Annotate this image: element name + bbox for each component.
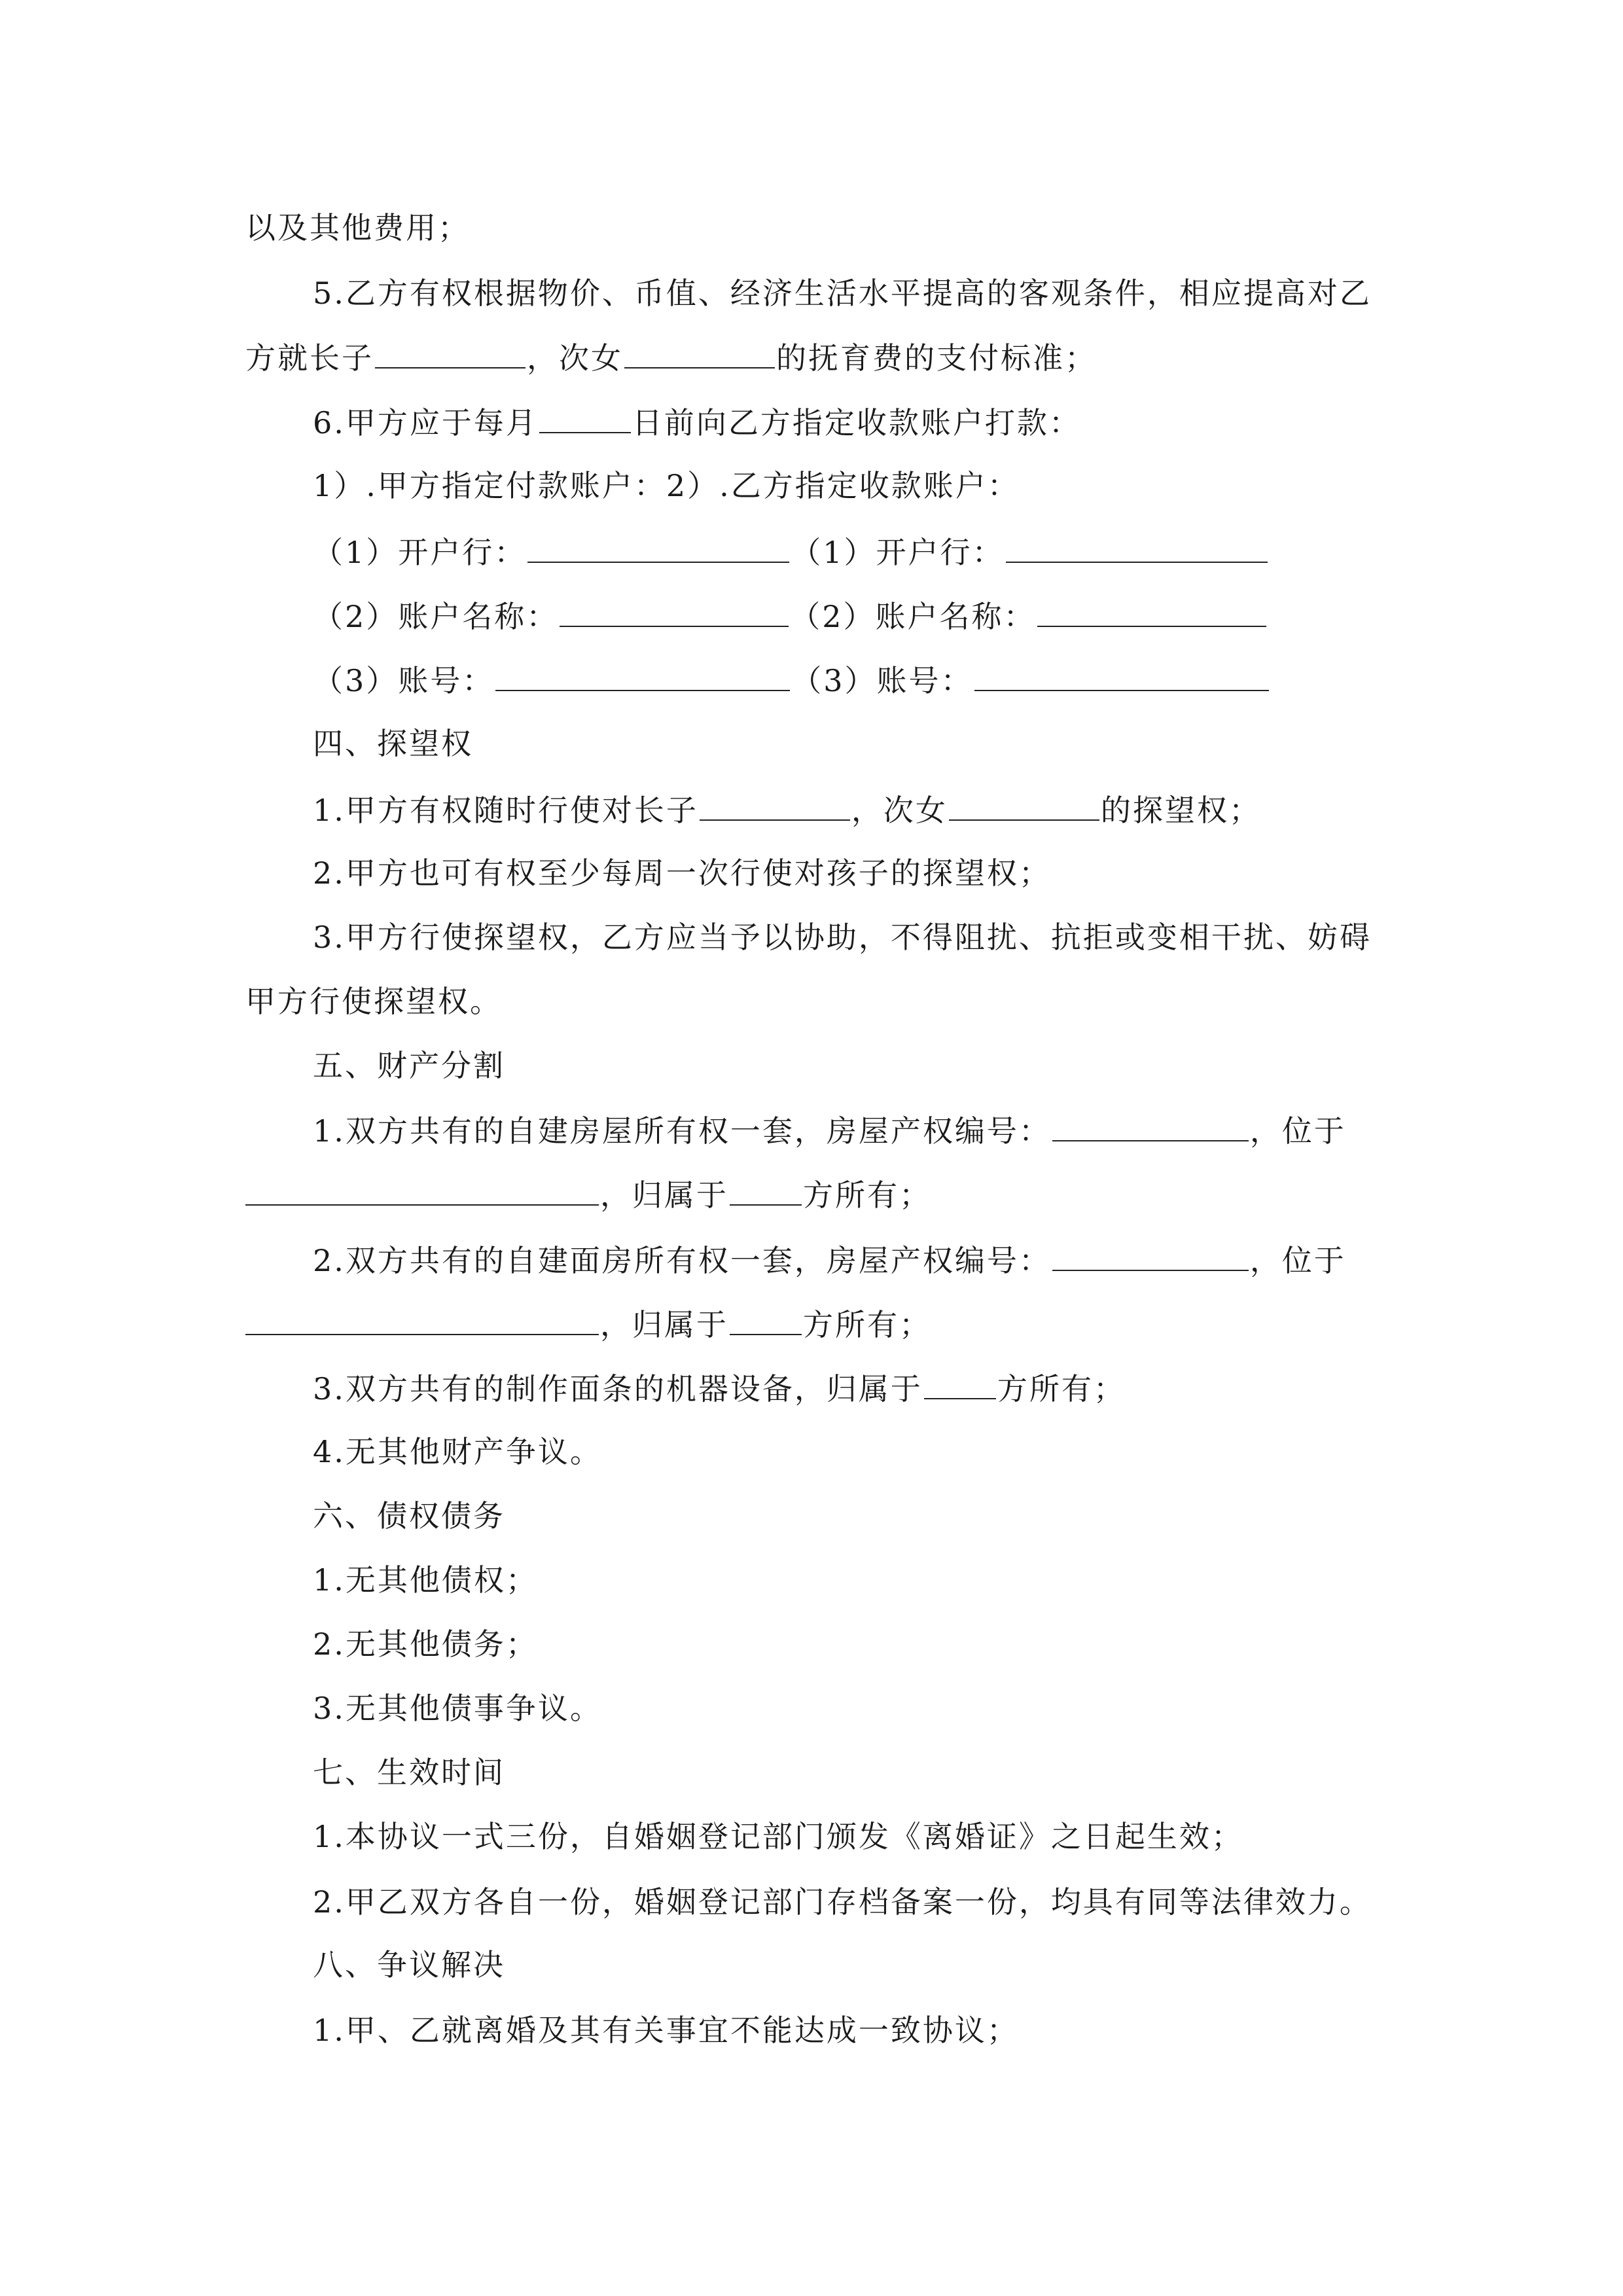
text: 6.甲方应于每月 <box>313 405 538 440</box>
text: 五、财产分割 <box>313 1048 505 1083</box>
text-line <box>245 208 470 247</box>
text-line <box>313 1432 602 1471</box>
section-heading <box>313 1496 505 1535</box>
text: 3.双方共有的制作面条的机器设备，归属于 <box>313 1371 923 1407</box>
text: 方所有； <box>803 1177 931 1213</box>
text: 以及其他费用； <box>245 210 470 245</box>
text: 3.甲方行使探望权，乙方应当予以协助，不得阻扰、抗拒或变相干扰、妨碍 <box>313 920 1372 955</box>
text: 1.甲、乙就离婚及其有关事宜不能达成一致协议； <box>313 2013 1019 2048</box>
fill-blank[interactable] <box>1052 1110 1249 1141</box>
text-line <box>313 853 1051 893</box>
text: 八、争议解决 <box>313 1947 505 1982</box>
fill-blank[interactable] <box>924 1368 996 1399</box>
text-line <box>313 1110 1346 1149</box>
text: 5.乙方有权根据物价、币值、经济生活水平提高的客观条件，相应提高对乙 <box>313 276 1372 311</box>
text-line <box>313 402 1081 441</box>
text-line <box>245 1304 931 1343</box>
text: ，次女 <box>851 793 948 828</box>
text-line <box>313 1624 538 1664</box>
text-line <box>313 466 1020 505</box>
fill-blank[interactable] <box>245 1304 599 1335</box>
text: （2）账户名称： <box>313 599 559 634</box>
section-heading <box>313 1046 505 1085</box>
text-line <box>313 531 1269 571</box>
text: （2）账户名称： <box>790 599 1036 634</box>
text: 1.双方共有的自建房屋所有权一套，房屋产权编号： <box>313 1113 1051 1149</box>
text-line <box>313 1817 1243 1856</box>
section-heading <box>313 1753 505 1792</box>
text: 1.甲方有权随时行使对长子 <box>313 793 698 828</box>
fill-blank[interactable] <box>730 1304 802 1335</box>
text: 日前向乙方指定收款账户打款： <box>632 405 1081 440</box>
text: 七、生效时间 <box>313 1755 505 1790</box>
text: 方所有； <box>803 1307 931 1342</box>
text: 的探望权； <box>1100 793 1261 828</box>
text: ，位于 <box>1249 1243 1346 1278</box>
text: ，归属于 <box>600 1177 728 1213</box>
text-line <box>313 1240 1346 1279</box>
text-line <box>313 789 1261 829</box>
text-line <box>313 918 1372 957</box>
text: 2.无其他债务； <box>313 1626 538 1662</box>
text-line <box>313 1882 1372 1922</box>
text-line <box>313 596 1268 635</box>
fill-blank[interactable] <box>1037 596 1266 627</box>
fill-blank[interactable] <box>560 596 789 627</box>
text: 2.甲乙双方各自一份，婚姻登记部门存档备案一份，均具有同等法律效力。 <box>313 1884 1372 1920</box>
fill-blank[interactable] <box>974 660 1269 691</box>
text-line <box>313 274 1372 313</box>
text: 四、探望权 <box>313 726 473 761</box>
text: ，归属于 <box>600 1307 728 1342</box>
text: （3）账号： <box>791 663 973 698</box>
fill-blank[interactable] <box>1052 1240 1249 1271</box>
text: ，位于 <box>1249 1113 1346 1149</box>
fill-blank[interactable] <box>700 789 850 821</box>
text: 方就长子 <box>245 340 374 376</box>
text: 4.无其他财产争议。 <box>313 1434 602 1469</box>
fill-blank[interactable] <box>730 1174 802 1206</box>
fill-blank[interactable] <box>624 337 775 368</box>
text: （3）账号： <box>313 663 495 698</box>
fill-blank[interactable] <box>949 789 1099 821</box>
text-line <box>245 982 502 1021</box>
text: （1）开户行： <box>313 535 527 570</box>
fill-blank[interactable] <box>527 531 789 563</box>
fill-blank[interactable] <box>375 337 526 368</box>
fill-blank[interactable] <box>1006 531 1268 563</box>
text: 2.甲方也可有权至少每周一次行使对孩子的探望权； <box>313 855 1051 891</box>
text: 1）.甲方指定付款账户：2）.乙方指定收款账户： <box>313 468 1020 503</box>
fill-blank[interactable] <box>495 660 790 691</box>
section-heading <box>313 1945 505 1984</box>
text: 方所有； <box>997 1371 1126 1407</box>
text: 六、债权债务 <box>313 1498 505 1534</box>
text-line <box>245 337 1097 376</box>
fill-blank[interactable] <box>245 1174 599 1206</box>
section-heading <box>313 724 473 763</box>
text-line <box>245 1174 931 1213</box>
fill-blank[interactable] <box>539 402 631 433</box>
text: 1.无其他债权； <box>313 1562 538 1598</box>
text: 2.双方共有的自建面房所有权一套，房屋产权编号： <box>313 1243 1051 1278</box>
text-line <box>313 1689 602 1728</box>
text: 1.本协议一式三份，自婚姻登记部门颁发《离婚证》之日起生效； <box>313 1819 1243 1854</box>
text-line <box>313 1368 1126 1407</box>
text-line <box>313 1560 538 1600</box>
text: 甲方行使探望权。 <box>245 984 502 1019</box>
text: ，次女 <box>527 340 623 376</box>
text: 3.无其他债事争议。 <box>313 1691 602 1726</box>
text-line <box>313 660 1270 699</box>
text: 的抚育费的支付标准； <box>776 340 1097 376</box>
text: （1）开户行： <box>791 535 1005 570</box>
text-line <box>313 2011 1019 2050</box>
